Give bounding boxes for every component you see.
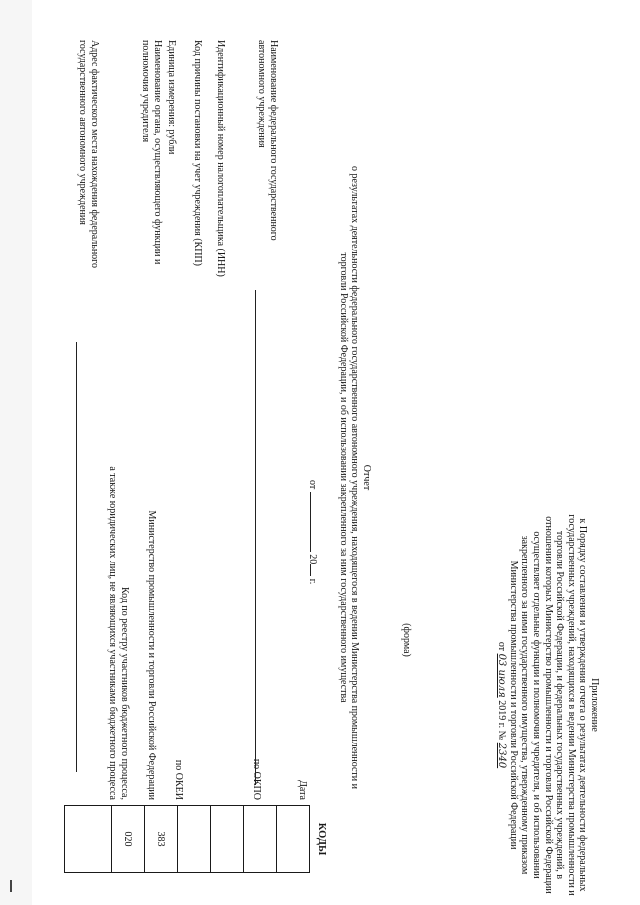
authority-value: Министерство промышленности и торговли Российской Федерации bbox=[146, 510, 157, 800]
annex-order: от 03 июля 2019 г. № 2340 bbox=[496, 641, 508, 769]
form-label: (форма) bbox=[401, 623, 412, 657]
code-glava[interactable]: 020 bbox=[111, 806, 144, 872]
date-label: Дата bbox=[297, 780, 308, 800]
codes-table bbox=[64, 805, 310, 873]
kpp-label: Код причины постановки на учет учреждения (КПП) bbox=[192, 40, 203, 266]
order-number: 2340 bbox=[496, 742, 508, 769]
address-line[interactable] bbox=[76, 342, 77, 772]
code-okei[interactable]: 383 bbox=[144, 806, 177, 872]
institution-name-line[interactable] bbox=[255, 290, 256, 785]
code-date[interactable] bbox=[276, 806, 309, 872]
annex-text: к Порядку составления и утверждения отчета о результатах деятельности федеральных государственных учреждений, находящихся в ведении Министерства промышленности и торговли Российской Федерации, и федеральных государственных учреждений, в отношении которых Министерство промышленности и торговли Российской Федерации осуществляет отдельные функции и полномочия учредителя, и об использовании закрепленного за ними государственного имущества, утвержденному приказом Министерства промышленности и торговли Российской Федерации bbox=[507, 514, 589, 896]
okei-label: по ОКЕИ bbox=[173, 759, 184, 800]
code-kpp[interactable] bbox=[177, 806, 210, 872]
code-inn[interactable] bbox=[210, 806, 243, 872]
report-period: от 20 г. bbox=[307, 480, 318, 585]
page-bottom-margin bbox=[0, 0, 32, 905]
code-registry[interactable] bbox=[65, 806, 111, 872]
institution-name-label: Наименование федерального государственного автономного учреждения bbox=[256, 40, 279, 241]
report-title bbox=[337, 150, 372, 805]
code-okpo[interactable] bbox=[243, 806, 276, 872]
report-subtitle: о результатах деятельности федерального государственного автономного учреждения, находящегося в ведении Министерства промышленности и торговли Российской Федерации, и об использовании закрепленного за ним государственного имущества bbox=[337, 166, 361, 789]
address-label: Адрес фактического места нахождения федерального государственного автономного учреждения bbox=[77, 40, 100, 269]
registry-label: Код по реестру участников бюджетного процесса, а также юридических лиц, не являющихся участниками бюджетного процесса bbox=[107, 466, 130, 800]
okpo-label: по ОКПО bbox=[251, 758, 262, 800]
codes-header: КОДЫ bbox=[316, 822, 327, 856]
scan-mark bbox=[10, 880, 12, 892]
report-heading: Отчет bbox=[361, 464, 372, 491]
unit-label: Единица измерения: рубли bbox=[166, 40, 177, 155]
order-date: 03 июля bbox=[496, 653, 508, 698]
inn-label: Идентификационный номер налогоплательщика (ИНН) bbox=[215, 40, 226, 277]
annex-title: Приложение bbox=[589, 678, 600, 732]
annex-block bbox=[496, 510, 600, 900]
authority-label: Наименование органа, осуществляющего функции и полномочия учредителя bbox=[140, 40, 163, 265]
